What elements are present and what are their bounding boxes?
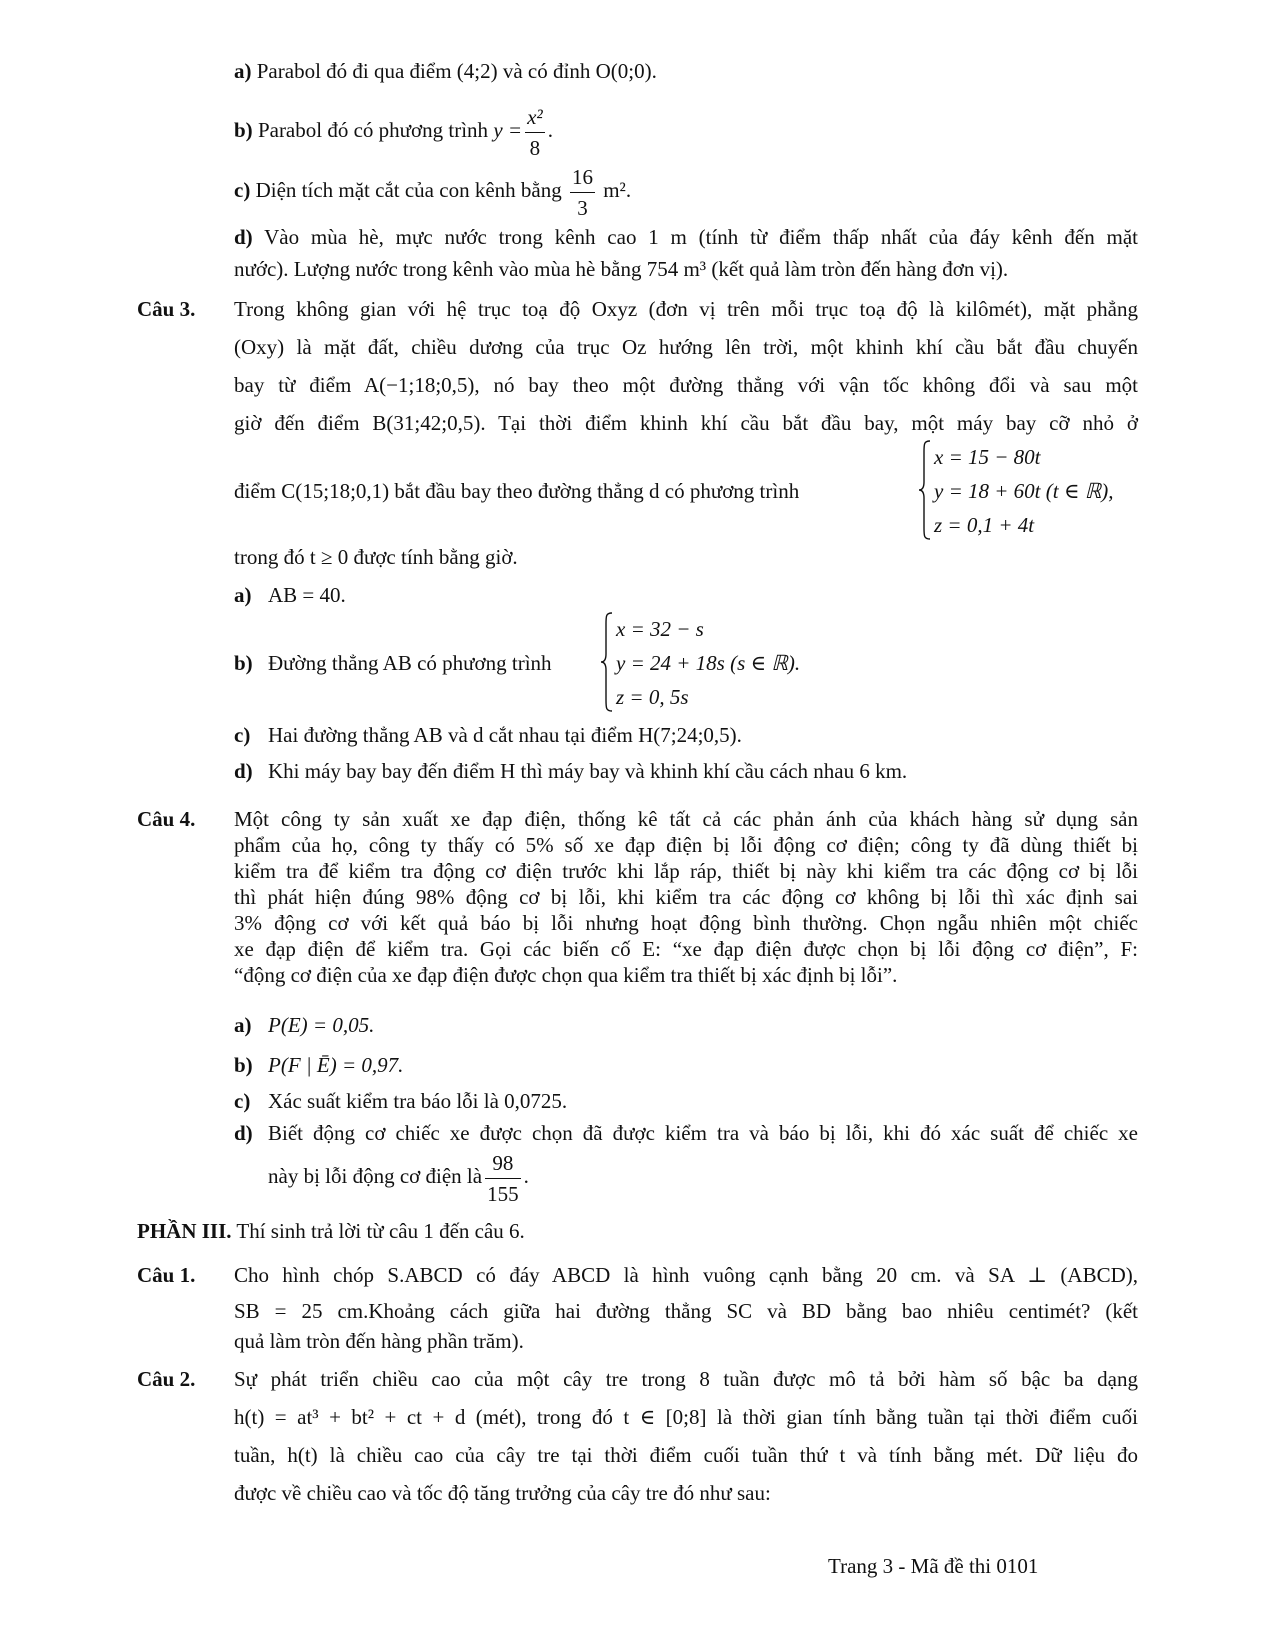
section-title: PHẦN III. bbox=[137, 1219, 232, 1243]
left-brace-icon bbox=[600, 612, 614, 712]
item-label: c) bbox=[234, 178, 251, 202]
denominator: 3 bbox=[577, 195, 588, 220]
item-text: Hai đường thẳng AB và d cắt nhau tại điểm H(7;24;0,5). bbox=[268, 723, 742, 747]
tail: m². bbox=[597, 178, 632, 202]
question-label: Câu 3. bbox=[137, 297, 196, 321]
system-row: y = 24 + 18s (s ∈ ℝ). bbox=[616, 651, 801, 675]
q4-item-b bbox=[234, 1052, 403, 1078]
section-heading bbox=[137, 1218, 525, 1244]
denominator: 8 bbox=[529, 135, 541, 160]
text-line: tuần, h(t) là chiều cao của cây tre tại thời điểm cuối tuần thứ t và tính bằng mét. Dữ liệu đo bbox=[234, 1443, 1138, 1467]
text-line: phẩm của họ, công ty thấy có 5% số xe đạp điện bị lỗi động cơ điện; công ty đã dùng thiết bị bbox=[234, 833, 1138, 857]
text-line: h(t) = at³ + bt² + ct + d (mét), trong đó t ∈ [0;8] là thời gian tính bằng tuần tại thời điểm cuối bbox=[234, 1405, 1138, 1429]
page-footer: Trang 3 - Mã đề thi 0101 bbox=[828, 1554, 1039, 1578]
system-row: x = 32 − s bbox=[616, 617, 704, 641]
text-line: SB = 25 cm.Khoảng cách giữa hai đường thẳng SC và BD bằng bao nhiêu centimét? (kết bbox=[234, 1299, 1138, 1323]
item-text: Khi máy bay bay đến điểm H thì máy bay và khinh khí cầu cách nhau 6 km. bbox=[268, 759, 908, 783]
text-line: bay từ điểm A(−1;18;0,5), nó bay theo một đường thẳng với vận tốc không đổi và sau một bbox=[234, 373, 1138, 397]
text-line: “động cơ điện của xe đạp điện được chọn qua kiểm tra thiết bị xác định bị lỗi”. bbox=[234, 963, 898, 987]
numerator: 16 bbox=[570, 162, 595, 193]
item-label: b) bbox=[234, 118, 253, 142]
item-label: a) bbox=[234, 59, 252, 83]
item-text: này bị lỗi động cơ điện là bbox=[268, 1164, 483, 1188]
text-line: 3% động cơ với kết quả báo bị lỗi nhưng hoạt động bình thường. Chọn ngẫu nhiên một chiếc bbox=[234, 911, 1138, 935]
p3-question-1-body bbox=[234, 1262, 1138, 1354]
q2-item-d bbox=[234, 224, 1138, 282]
text-line: giờ đến điểm B(31;42;0,5). Tại thời điểm khinh khí cầu bắt đầu bay, một máy bay cỡ nhỏ ở bbox=[234, 411, 1138, 435]
q3-item-b bbox=[234, 650, 552, 676]
text-line: trong đó t ≥ 0 được tính bằng giờ. bbox=[234, 545, 518, 569]
item-text: Parabol đó có phương trình bbox=[252, 118, 494, 142]
item-text: P(F | Ē) = 0,97. bbox=[268, 1053, 404, 1077]
text-line: điểm C(15;18;0,1) bắt đầu bay theo đường thẳng d có phương trình bbox=[234, 479, 800, 503]
numerator: 98 bbox=[485, 1148, 521, 1179]
q2-item-a bbox=[234, 58, 657, 84]
question-3-body bbox=[234, 296, 1138, 448]
text-line: xe đạp điện để kiểm tra. Gọi các biến cố E: “xe đạp điện được chọn bị lỗi động cơ điện”, F: bbox=[234, 937, 1138, 961]
item-label: d) bbox=[234, 759, 253, 783]
item-label: b) bbox=[234, 1053, 253, 1077]
text-line: quả làm tròn đến hàng phần trăm). bbox=[234, 1329, 524, 1353]
system-row: x = 15 − 80t bbox=[934, 445, 1041, 469]
item-line: nước). Lượng nước trong kênh vào mùa hè bằng 754 m³ (kết quả làm tròn đến hàng đơn vị). bbox=[234, 257, 1009, 281]
q2-item-c bbox=[234, 160, 631, 223]
text-line: kiểm tra để kiểm tra động cơ điện trước khi lắp ráp, thiết bị này khi kiểm tra các động cơ bị lỗi bbox=[234, 859, 1138, 883]
q3-item-a bbox=[234, 582, 346, 608]
system-row: y = 18 + 60t (t ∈ ℝ), bbox=[934, 479, 1114, 503]
item-text: Parabol đó đi qua điểm (4;2) và có đỉnh O(0;0). bbox=[251, 59, 657, 83]
text-line: thì phát hiện đúng 98% động cơ bị lỗi, khi kiểm tra các động cơ không bị lỗi thì xác định sai bbox=[234, 885, 1138, 909]
equation-system bbox=[918, 440, 1114, 542]
question-label: Câu 2. bbox=[137, 1367, 196, 1391]
item-label: c) bbox=[234, 723, 251, 747]
item-text: Diện tích mặt cắt của con kênh bằng bbox=[250, 178, 567, 202]
system-row: z = 0,1 + 4t bbox=[934, 513, 1035, 537]
q3-item-c bbox=[234, 722, 742, 748]
system-row: z = 0, 5s bbox=[616, 685, 689, 709]
numerator: x² bbox=[525, 102, 545, 133]
item-label: b) bbox=[234, 651, 253, 675]
text-line: (Oxy) là mặt đất, chiều dương của trục Oz hướng lên trời, một khinh khí cầu bắt đầu chuyến bbox=[234, 335, 1138, 359]
item-label: d) bbox=[234, 225, 253, 249]
section-text: Thí sinh trả lời từ câu 1 đến câu 6. bbox=[231, 1219, 525, 1243]
text-line: Cho hình chóp S.ABCD có đáy ABCD là hình vuông cạnh bằng 20 cm. và SA ⊥ (ABCD), bbox=[234, 1263, 1138, 1287]
text-line: Một công ty sản xuất xe đạp điện, thống kê tất cả các phản ánh của khách hàng sử dụng sản bbox=[234, 807, 1138, 831]
item-text: Biết động cơ chiếc xe được chọn đã được kiểm tra và báo bị lỗi, khi đó xác suất để chiếc xe bbox=[268, 1121, 1138, 1145]
item-text: P(E) = 0,05. bbox=[268, 1013, 375, 1037]
item-text: Xác suất kiểm tra báo lỗi là 0,0725. bbox=[268, 1089, 568, 1113]
fraction bbox=[525, 102, 545, 163]
p3-question-2-body bbox=[234, 1366, 1138, 1506]
equation-lhs: y = bbox=[493, 118, 523, 142]
fraction bbox=[485, 1148, 521, 1209]
q4-item-c bbox=[234, 1088, 567, 1114]
text-line: được về chiều cao và tốc độ tăng trưởng của cây tre đó như sau: bbox=[234, 1481, 771, 1505]
item-label: d) bbox=[234, 1121, 253, 1145]
tail: . bbox=[523, 1164, 529, 1188]
equation-system bbox=[600, 612, 800, 714]
fraction bbox=[570, 162, 595, 223]
q2-item-b bbox=[234, 100, 553, 163]
question-4-body bbox=[234, 806, 1138, 988]
item-label: a) bbox=[234, 583, 252, 607]
question-label: Câu 1. bbox=[137, 1263, 196, 1287]
item-label: c) bbox=[234, 1089, 251, 1113]
item-line: Vào mùa hè, mực nước trong kênh cao 1 m (tính từ điểm thấp nhất của đáy kênh đến mặt bbox=[252, 225, 1138, 249]
left-brace-icon bbox=[918, 440, 932, 540]
text-line: Sự phát triển chiều cao của một cây tre trong 8 tuần được mô tả bởi hàm số bậc ba dạng bbox=[234, 1367, 1138, 1391]
q4-item-d bbox=[234, 1120, 1138, 1209]
q4-item-a bbox=[234, 1012, 374, 1038]
denominator: 155 bbox=[487, 1181, 519, 1206]
text-line: Trong không gian với hệ trục toạ độ Oxyz (đơn vị trên mỗi trục toạ độ là kilômét), mặt phẳng bbox=[234, 297, 1138, 321]
item-label: a) bbox=[234, 1013, 252, 1037]
item-text: AB = 40. bbox=[268, 583, 346, 607]
question-label: Câu 4. bbox=[137, 807, 196, 831]
item-text: Đường thẳng AB có phương trình bbox=[268, 651, 552, 675]
tail: . bbox=[547, 118, 553, 142]
q3-item-d bbox=[234, 758, 907, 784]
